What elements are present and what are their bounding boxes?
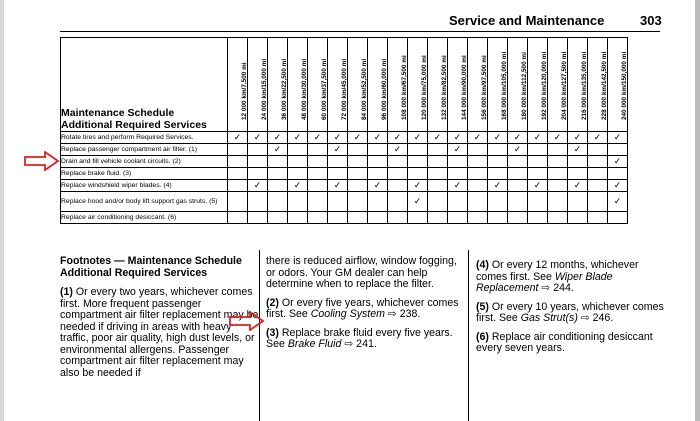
check-mark-icon: ✓ [488, 180, 508, 192]
empty-cell [348, 144, 368, 156]
interval-label: 144 000 km/90,000 mi [460, 55, 468, 120]
empty-cell [308, 180, 328, 192]
interval-header [528, 38, 548, 132]
interval-header [368, 38, 388, 132]
interval-header [488, 38, 508, 132]
interval-label: 72 000 km/45,000 mi [340, 58, 348, 120]
interval-label: 120 000 km/75,000 mi [420, 55, 428, 120]
footnote-3-text: Replace brake fluid every five years. See [266, 326, 453, 350]
footnote-3-reference[interactable]: Brake Fluid [287, 338, 342, 350]
empty-cell [308, 156, 328, 168]
empty-cell [408, 156, 428, 168]
empty-cell [528, 168, 548, 180]
empty-cell [588, 180, 608, 192]
empty-cell [608, 168, 628, 180]
check-mark-icon: ✓ [288, 180, 308, 192]
check-mark-icon: ✓ [368, 180, 388, 192]
empty-cell [508, 168, 528, 180]
check-mark-icon: ✓ [328, 144, 348, 156]
empty-cell [568, 156, 588, 168]
empty-cell [268, 212, 288, 224]
interval-label: 156 000 km/97,500 mi [480, 55, 488, 120]
empty-cell [408, 144, 428, 156]
interval-header [288, 38, 308, 132]
check-mark-icon: ✓ [468, 132, 488, 144]
interval-label: 60 000 km/37,500 mi [320, 58, 328, 120]
interval-label: 240 000 km/150,000 mi [620, 51, 628, 120]
empty-cell [428, 168, 448, 180]
footnote-3-number: (3) [266, 326, 279, 339]
empty-cell [528, 192, 548, 212]
empty-cell [488, 212, 508, 224]
empty-cell [368, 192, 388, 212]
empty-cell [488, 192, 508, 212]
empty-cell [588, 212, 608, 224]
empty-cell [348, 180, 368, 192]
check-mark-icon: ✓ [448, 144, 468, 156]
interval-label: 36 000 km/22,500 mi [280, 58, 288, 120]
footnote-2-reference[interactable]: Cooling System [310, 308, 385, 320]
interval-header [348, 38, 368, 132]
empty-cell [468, 168, 488, 180]
check-mark-icon: ✓ [248, 132, 268, 144]
empty-cell [408, 168, 428, 180]
check-mark-icon: ✓ [608, 132, 628, 144]
empty-cell [348, 168, 368, 180]
footnote-5-text: Or every 10 years, whichever comes first. See [476, 300, 664, 324]
interval-header [448, 38, 468, 132]
footnote-4-page[interactable]: ⇨ 244. [541, 282, 574, 294]
empty-cell [408, 212, 428, 224]
footnote-3-page[interactable]: ⇨ 241. [344, 338, 377, 350]
empty-cell [488, 168, 508, 180]
empty-cell [388, 192, 408, 212]
service-label: Replace passenger compartment air filter. (1) [61, 144, 228, 156]
footnote-4-number: (4) [476, 259, 489, 271]
red-arrow-icon [24, 151, 60, 171]
empty-cell [548, 156, 568, 168]
empty-cell [368, 212, 388, 224]
interval-header [588, 38, 608, 132]
check-mark-icon: ✓ [248, 180, 268, 192]
empty-cell [608, 212, 628, 224]
footnote-1 [60, 287, 260, 379]
right-scrollbar[interactable] [695, 0, 700, 421]
interval-header [408, 38, 428, 132]
empty-cell [308, 212, 328, 224]
empty-cell [548, 180, 568, 192]
empty-cell [428, 192, 448, 212]
empty-cell [348, 192, 368, 212]
empty-cell [388, 212, 408, 224]
table-row [61, 180, 628, 192]
interval-header [228, 38, 248, 132]
check-mark-icon: ✓ [428, 132, 448, 144]
interval-label: 228 000 km/142,500 mi [600, 51, 608, 120]
header-rule [60, 31, 660, 32]
footnote-2-number: (2) [266, 296, 279, 309]
empty-cell [228, 168, 248, 180]
empty-cell [388, 156, 408, 168]
check-mark-icon: ✓ [348, 132, 368, 144]
empty-cell [288, 156, 308, 168]
footnote-6-number: (6) [476, 330, 489, 343]
empty-cell [588, 144, 608, 156]
footnote-5-number: (5) [476, 300, 489, 313]
empty-cell [248, 156, 268, 168]
interval-label: 96 000 km/60,000 mi [380, 58, 388, 120]
empty-cell [528, 144, 548, 156]
schedule-title: Maintenance Schedule Additional Required Services [61, 38, 228, 132]
empty-cell [568, 192, 588, 212]
footnote-4 [476, 260, 666, 295]
empty-cell [268, 192, 288, 212]
empty-cell [268, 180, 288, 192]
empty-cell [468, 156, 488, 168]
page-number: 303 [640, 13, 662, 28]
check-mark-icon: ✓ [608, 192, 628, 212]
check-mark-icon: ✓ [288, 132, 308, 144]
footnotes-column-2 [266, 256, 466, 358]
check-mark-icon: ✓ [508, 132, 528, 144]
empty-cell [508, 180, 528, 192]
empty-cell [268, 168, 288, 180]
empty-cell [348, 156, 368, 168]
footnote-4-reference[interactable]: Wiper Blade Replacement [476, 270, 613, 294]
empty-cell [588, 156, 608, 168]
interval-label: 204 000 km/127,500 mi [560, 51, 568, 120]
footnote-4-text: Or every 12 months, whichever comes first. See [476, 259, 639, 283]
empty-cell [288, 144, 308, 156]
interval-label: 168 000 km/105,000 mi [500, 51, 508, 120]
empty-cell [308, 192, 328, 212]
check-mark-icon: ✓ [228, 132, 248, 144]
table-row [61, 156, 628, 168]
empty-cell [588, 168, 608, 180]
maintenance-schedule-table [60, 37, 628, 224]
empty-cell [308, 144, 328, 156]
interval-label: 12 000 km/7,500 mi [240, 62, 248, 120]
footnote-1-number: (1) [60, 286, 73, 298]
interval-header [388, 38, 408, 132]
table-row [61, 132, 628, 144]
empty-cell [448, 192, 468, 212]
empty-cell [328, 168, 348, 180]
check-mark-icon: ✓ [568, 180, 588, 192]
check-mark-icon: ✓ [268, 144, 288, 156]
page-title: Service and Maintenance [449, 13, 605, 28]
table-row [61, 212, 628, 224]
interval-header [248, 38, 268, 132]
interval-header [608, 38, 628, 132]
empty-cell [328, 192, 348, 212]
empty-cell [468, 212, 488, 224]
check-mark-icon: ✓ [568, 144, 588, 156]
empty-cell [268, 156, 288, 168]
empty-cell [508, 192, 528, 212]
interval-label: 132 000 km/82,500 mi [440, 55, 448, 120]
check-mark-icon: ✓ [308, 132, 328, 144]
empty-cell [448, 212, 468, 224]
empty-cell [588, 192, 608, 212]
check-mark-icon: ✓ [608, 156, 628, 168]
footnote-6-text: Replace air conditioning desiccant every seven years. [476, 330, 653, 354]
interval-header [468, 38, 488, 132]
interval-header [568, 38, 588, 132]
red-arrow-icon [229, 311, 265, 331]
check-mark-icon: ✓ [408, 192, 428, 212]
check-mark-icon: ✓ [508, 144, 528, 156]
empty-cell [228, 156, 248, 168]
service-label: Rotate tires and perform Required Services. [61, 132, 228, 144]
table-row [61, 192, 628, 212]
check-mark-icon: ✓ [408, 180, 428, 192]
empty-cell [388, 168, 408, 180]
empty-cell [448, 168, 468, 180]
empty-cell [428, 212, 448, 224]
empty-cell [248, 192, 268, 212]
interval-label: 180 000 km/112,500 mi [520, 52, 528, 120]
empty-cell [548, 144, 568, 156]
interval-header [268, 38, 288, 132]
empty-cell [428, 180, 448, 192]
check-mark-icon: ✓ [448, 180, 468, 192]
empty-cell [488, 156, 508, 168]
check-mark-icon: ✓ [528, 132, 548, 144]
page-header [445, 13, 695, 31]
footnote-5-reference[interactable]: Gas Strut(s) [520, 312, 578, 324]
empty-cell [568, 168, 588, 180]
interval-label: 84 000 km/52,500 mi [360, 58, 368, 120]
footnote-2-text: Or every five years, whichever comes first. See [266, 296, 459, 320]
check-mark-icon: ✓ [328, 132, 348, 144]
service-label: Replace hood and/or body lift support gas struts. (5) [61, 192, 228, 212]
empty-cell [468, 180, 488, 192]
check-mark-icon: ✓ [608, 180, 628, 192]
empty-cell [228, 180, 248, 192]
check-mark-icon: ✓ [548, 132, 568, 144]
table-row [61, 168, 628, 180]
empty-cell [608, 144, 628, 156]
check-mark-icon: ✓ [528, 180, 548, 192]
empty-cell [248, 168, 268, 180]
check-mark-icon: ✓ [388, 144, 408, 156]
table-row [61, 144, 628, 156]
check-mark-icon: ✓ [488, 132, 508, 144]
interval-header [428, 38, 448, 132]
empty-cell [288, 168, 308, 180]
left-frame [0, 0, 4, 421]
service-label: Replace air conditioning desiccant. (6) [61, 212, 228, 224]
empty-cell [448, 156, 468, 168]
footnote-5 [476, 302, 666, 325]
table-header-row [61, 38, 628, 132]
column-divider [468, 250, 469, 421]
footnote-2 [266, 298, 466, 321]
empty-cell [428, 156, 448, 168]
service-label: Replace brake fluid. (3) [61, 168, 228, 180]
empty-cell [368, 168, 388, 180]
empty-cell [548, 168, 568, 180]
empty-cell [508, 212, 528, 224]
empty-cell [368, 144, 388, 156]
empty-cell [548, 192, 568, 212]
empty-cell [468, 144, 488, 156]
footnote-1-continued-text: there is reduced airflow, window fogging, or odors. Your GM dealer can help determine when to replace the filter. [266, 255, 457, 290]
empty-cell [488, 144, 508, 156]
interval-header [328, 38, 348, 132]
empty-cell [428, 144, 448, 156]
interval-label: 24 000 km/15,000 mi [260, 58, 268, 120]
interval-label: 108 000 km/67,500 mi [400, 55, 408, 120]
empty-cell [328, 156, 348, 168]
empty-cell [308, 168, 328, 180]
empty-cell [508, 156, 528, 168]
empty-cell [348, 212, 368, 224]
empty-cell [288, 192, 308, 212]
footnote-1-continued [266, 256, 466, 291]
check-mark-icon: ✓ [568, 132, 588, 144]
empty-cell [568, 212, 588, 224]
check-mark-icon: ✓ [368, 132, 388, 144]
check-mark-icon: ✓ [328, 180, 348, 192]
footnotes-title: Footnotes — Maintenance Schedule Additional Required Services [60, 255, 242, 279]
empty-cell [528, 212, 548, 224]
interval-header [508, 38, 528, 132]
footnote-3 [266, 328, 466, 351]
interval-label: 48 000 km/30,000 mi [300, 58, 308, 120]
check-mark-icon: ✓ [448, 132, 468, 144]
empty-cell [388, 180, 408, 192]
empty-cell [328, 212, 348, 224]
interval-header [548, 38, 568, 132]
empty-cell [288, 212, 308, 224]
empty-cell [548, 212, 568, 224]
empty-cell [228, 144, 248, 156]
footnote-6 [476, 332, 666, 355]
empty-cell [228, 192, 248, 212]
service-label: Replace windshield wiper blades. (4) [61, 180, 228, 192]
interval-header [308, 38, 328, 132]
empty-cell [368, 156, 388, 168]
interval-label: 216 000 km/135,000 mi [580, 51, 588, 120]
footnote-2-page[interactable]: ⇨ 238. [387, 308, 421, 320]
empty-cell [528, 156, 548, 168]
footnote-1-text: Or every two years, whichever comes first. More frequent passenger compartment air filter replacement may be needed if driving in areas with heavy traffic, poor air quality, high dust levels, or environmental allergens. Passenger compartment air filter replacement may also be needed if [60, 286, 259, 379]
footnotes-column-3 [476, 260, 666, 362]
check-mark-icon: ✓ [388, 132, 408, 144]
check-mark-icon: ✓ [268, 132, 288, 144]
empty-cell [248, 144, 268, 156]
empty-cell [468, 192, 488, 212]
check-mark-icon: ✓ [408, 132, 428, 144]
interval-label: 192 000 km/120,000 mi [540, 51, 548, 120]
column-divider [259, 250, 260, 421]
service-label: Drain and fill vehicle coolant circuits. (2) [61, 156, 228, 168]
footnote-5-page[interactable]: ⇨ 246. [580, 312, 614, 324]
empty-cell [248, 212, 268, 224]
check-mark-icon: ✓ [588, 132, 608, 144]
empty-cell [228, 212, 248, 224]
